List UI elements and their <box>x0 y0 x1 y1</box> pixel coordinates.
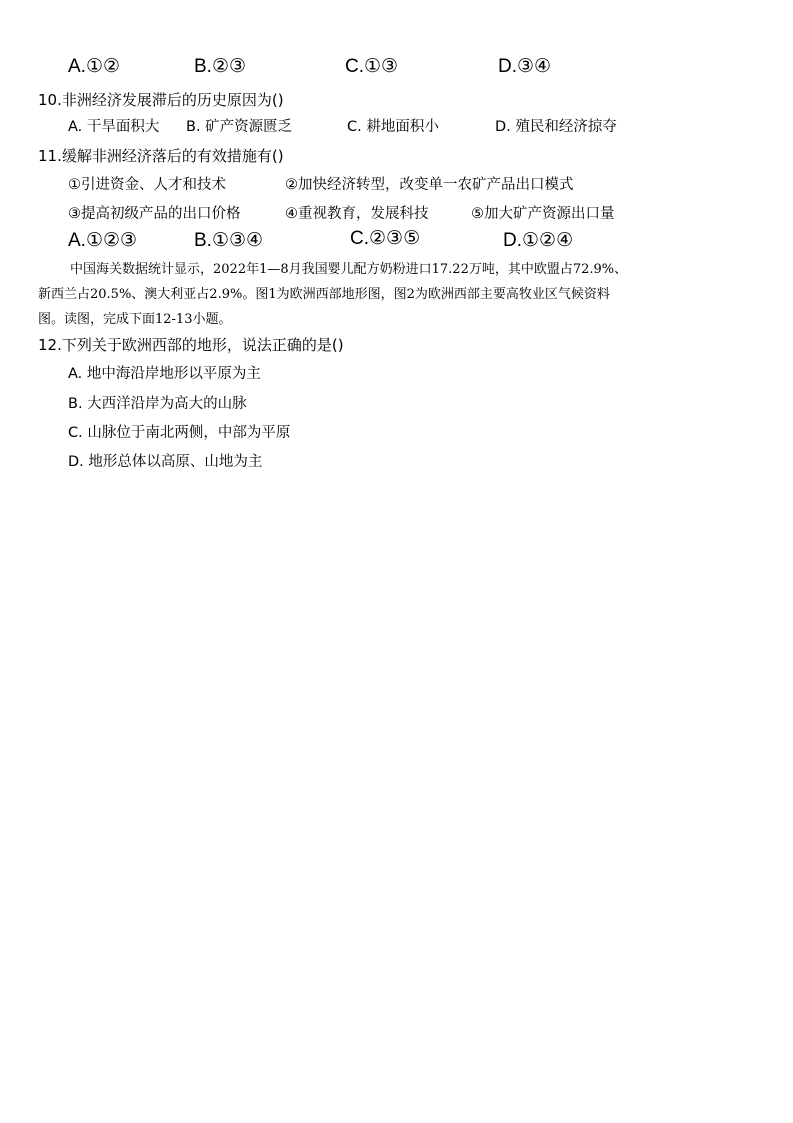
question-11-option-c: C.②③⑤ <box>350 228 421 249</box>
question-11-option-b: B.①③④ <box>194 230 264 251</box>
question-10-option-d: D. 殖民和经济掠夺 <box>495 119 617 135</box>
top-option-c: C.①③ <box>345 56 399 77</box>
question-11-option-a: A.①②③ <box>68 230 138 251</box>
question-10-option-a: A. 干旱面积大 <box>68 119 160 135</box>
question-11-item-3: ③提高初级产品的出口价格 <box>68 206 241 222</box>
question-11-item-1: ①引进资金、人才和技术 <box>68 177 226 193</box>
question-11-item-5: ⑤加大矿产资源出口量 <box>471 206 615 222</box>
question-11-option-d: D.①②④ <box>503 230 574 251</box>
top-option-b: B.②③ <box>194 56 247 77</box>
question-11-item-2: ②加快经济转型，改变单一农矿产品出口模式 <box>285 177 574 193</box>
question-11-item-4: ④重视教育，发展科技 <box>285 206 429 222</box>
top-option-d: D.③④ <box>498 56 552 77</box>
question-12-option-a: A. 地中海沿岸地形以平原为主 <box>68 366 261 382</box>
question-10-stem: 10.非洲经济发展滞后的历史原因为() <box>38 91 284 109</box>
passage-line-1: 中国海关数据统计显示，2022年1—8月我国婴儿配方奶粉进口17.22万吨，其中欧盟占72.9%、 <box>70 262 628 277</box>
top-option-a: A.①② <box>68 56 121 77</box>
question-10-option-c: C. 耕地面积小 <box>347 119 439 135</box>
question-12-stem: 12.下列关于欧洲西部的地形，说法正确的是() <box>38 336 344 354</box>
question-11-stem: 11.缓解非洲经济落后的有效措施有() <box>38 147 284 165</box>
passage-line-2: 新西兰占20.5%、澳大利亚占2.9%。图1为欧洲西部地形图，图2为欧洲西部主要高牧业区气候资料 <box>38 287 610 302</box>
question-12-option-b: B. 大西洋沿岸为高大的山脉 <box>68 396 247 412</box>
passage-line-3: 图。读图，完成下面12-13小题。 <box>38 312 232 327</box>
question-10-option-b: B. 矿产资源匮乏 <box>186 119 293 135</box>
question-12-option-d: D. 地形总体以高原、山地为主 <box>68 454 263 470</box>
question-12-option-c: C. 山脉位于南北两侧，中部为平原 <box>68 425 291 441</box>
